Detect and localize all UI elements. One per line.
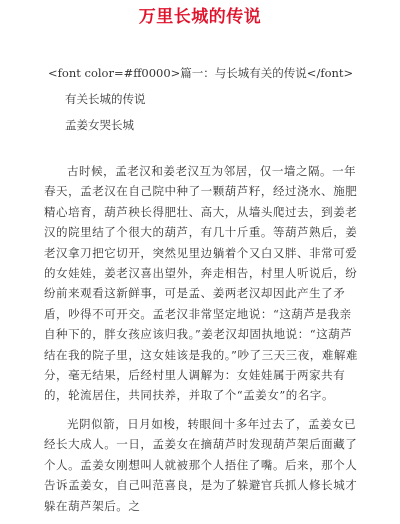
subtitle: 有关长城的传说 [65,92,146,106]
section-heading: 孟姜女哭长城 [65,118,134,132]
paragraph-1: 古时候，孟老汉和姜老汉互为邻居，仅一墙之隔。一年春天，孟老汉在自己院中种了一颗葫芦籽，经过浇水、施肥精心培育，葫芦秧长得肥壮、高大，从墙头爬过去，到姜老汉的院里结了个很大的葫芦，有几十斤重。等葫芦熟后，姜老汉拿刀把它切开，突然见里边躺着个又白又胖、非常可爱的女娃娃，姜老汉喜出望外，奔走相告，村里人听说后，纷纷前来观看这新鲜事，可是孟、姜两老汉却因此产生了矛盾，吵得不可开交。孟老汉非常坚定地说：“这葫芦是我亲自种下的，胖女孩应该归我。”姜老汉却固执地说：“这葫芦结在我的院子里，这女娃该是我的。”吵了三天三夜，难解难分，毫无结果，后经村里人调解为：女娃娃属于两家共有的，轮流居住，共同扶养，并取了个“孟姜女”的名字。 [44,164,358,403]
paragraph-2: 光阴似箭，日月如梭，转眼间十多年过去了，孟姜女已经长大成人。一日，孟姜女在摘葫芦时发现葫芦架后面藏了个人。孟姜女刚想叫人就被那个人捂住了嘴。后来，那个人告诉孟姜女，自己叫范喜良，是为了躲避官兵抓人修长城才躲在葫芦架后。之 [44,416,358,513]
raw-font-tag-line: <font color=#ff0000>篇一：与长城有关的传说</font> [48,66,354,80]
document-title: 万里长城的传说 [138,7,262,27]
article-body [44,161,362,524]
